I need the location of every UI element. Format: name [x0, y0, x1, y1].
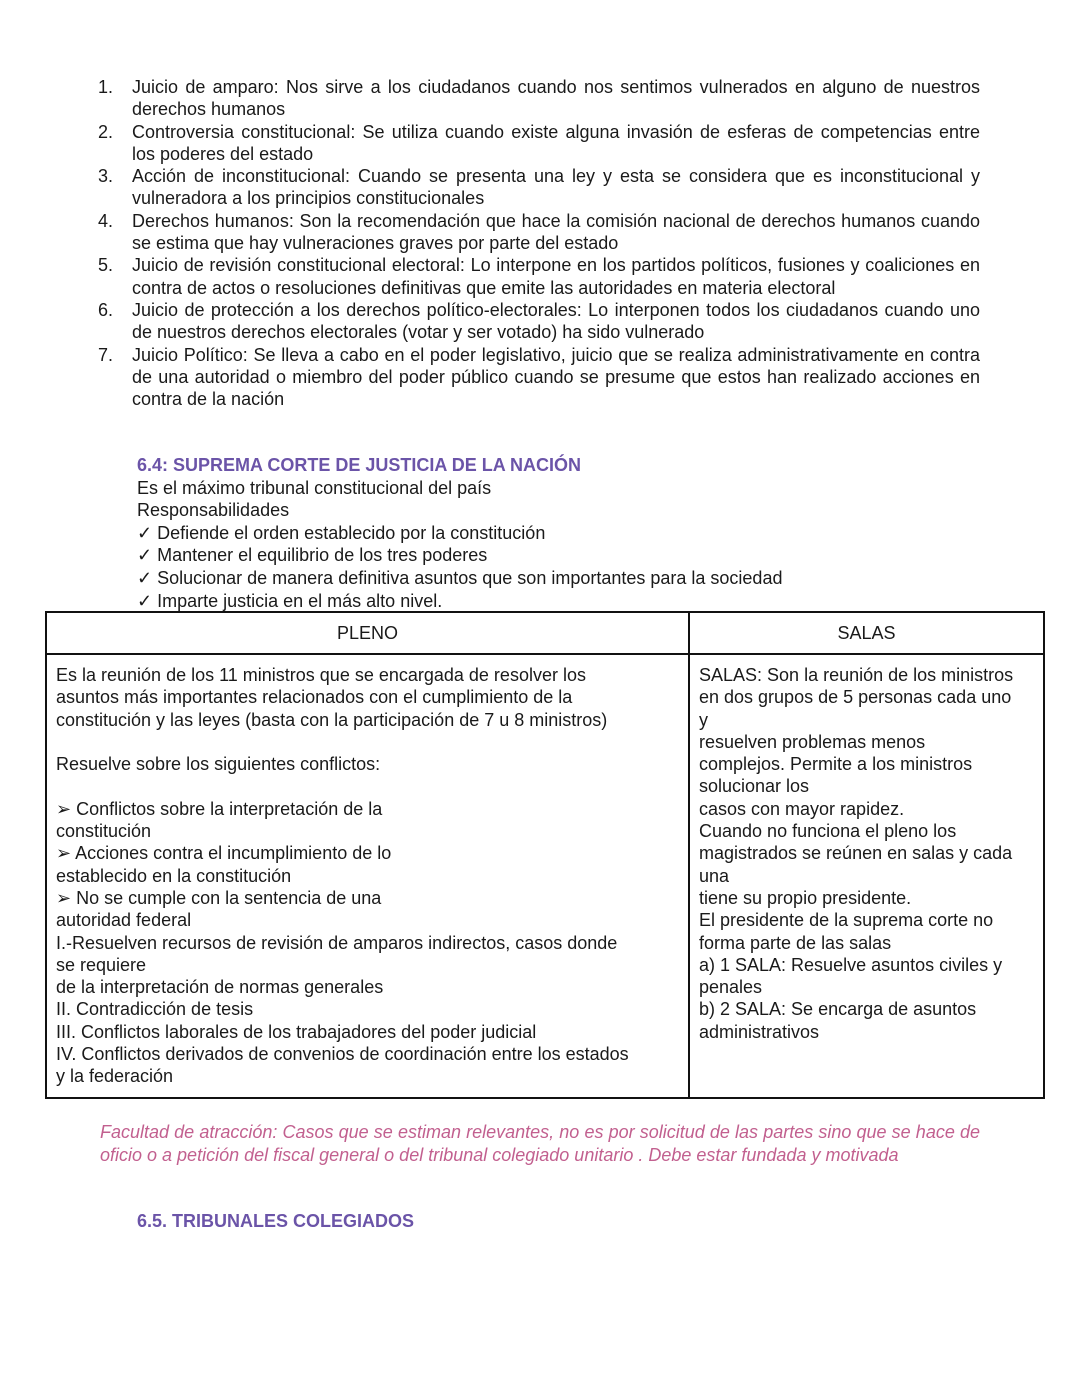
- pleno-cell: [46, 654, 689, 1098]
- salas-line: y: [699, 709, 708, 730]
- list-text: Derechos humanos: Son la recomendación que hace la comisión nacional de derechos humanos cuando se estima que hay vulneraciones graves por parte del estado: [132, 210, 980, 254]
- pleno-line: constitución y las leyes (basta con la participación de 7 u 8 ministros): [56, 709, 608, 730]
- list-item: [98, 121, 980, 166]
- salas-line: una: [699, 865, 730, 886]
- section-intro: Es el máximo tribunal constitucional del país: [137, 477, 492, 498]
- pleno-line: Resuelve sobre los siguientes conflictos:: [56, 754, 381, 775]
- pleno-line: asuntos más importantes relacionados con el cumplimiento de la: [56, 687, 573, 708]
- salas-line: solucionar los: [699, 776, 810, 797]
- list-item: [98, 210, 980, 255]
- list-text: Juicio de protección a los derechos político-electorales: Lo interponen todos los ciudadanos cuando uno de nuestros derechos electorales (votar y ser votado) ha sido vulnerado: [132, 299, 980, 343]
- salas-line: resuelven problemas menos: [699, 731, 926, 752]
- header-pleno: PLENO: [46, 612, 689, 654]
- pleno-salas-table: [45, 611, 1045, 1099]
- header-salas: SALAS: [689, 612, 1044, 654]
- list-number: 6.: [98, 299, 114, 320]
- section-supreme-court: [137, 454, 997, 612]
- check-item: ✓ Solucionar de manera definitiva asuntos que son importantes para la sociedad: [137, 567, 783, 588]
- list-item: [98, 254, 980, 299]
- list-item: [98, 344, 980, 411]
- list-number: 2.: [98, 121, 114, 142]
- pleno-line: Es la reunión de los 11 ministros que se encargada de resolver los: [56, 665, 586, 685]
- salas-line: en dos grupos de 5 personas cada uno: [699, 687, 1012, 708]
- list-item: [98, 76, 980, 121]
- pleno-line: [56, 775, 680, 797]
- salas-line: tiene su propio presidente.: [699, 887, 912, 908]
- pleno-line: [56, 731, 680, 753]
- salas-line: El presidente de la suprema corte no: [699, 910, 994, 931]
- list-number: 5.: [98, 255, 114, 276]
- salas-line: SALAS: Son la reunión de los ministros: [699, 665, 1014, 685]
- pleno-line: constitución: [56, 821, 152, 842]
- salas-line: a) 1 SALA: Resuelve asuntos civiles y: [699, 954, 1003, 975]
- salas-cell: [689, 654, 1044, 1098]
- list-text: Controversia constitucional: Se utiliza cuando existe alguna invasión de esferas de competencias entre los poderes del estado: [132, 121, 980, 164]
- pleno-line: se requiere: [56, 954, 147, 975]
- pleno-line: ➢ Acciones contra el incumplimiento de lo: [56, 843, 392, 864]
- pleno-line: I.-Resuelven recursos de revisión de amparos indirectos, casos donde: [56, 932, 618, 953]
- list-item: [98, 299, 980, 344]
- pleno-line: III. Conflictos laborales de los trabajadores del poder judicial: [56, 1021, 537, 1042]
- list-text: Juicio de revisión constitucional electoral: Lo interpone en los partidos políticos, fusiones y coaliciones en contra de actos o resoluciones definitivas que emite las autoridades en materia electoral: [132, 255, 980, 298]
- salas-line: casos con mayor rapidez.: [699, 798, 905, 819]
- pleno-line: de la interpretación de normas generales: [56, 977, 384, 998]
- check-item: ✓ Imparte justicia en el más alto nivel.: [137, 590, 443, 611]
- pleno-line: autoridad federal: [56, 910, 192, 931]
- salas-line: forma parte de las salas: [699, 932, 892, 953]
- salas-line: Cuando no funciona el pleno los: [699, 821, 957, 842]
- section-heading-tribunales: 6.5. TRIBUNALES COLEGIADOS: [137, 1211, 415, 1231]
- list-number: 7.: [98, 344, 114, 365]
- pleno-line: establecido en la constitución: [56, 865, 292, 886]
- pleno-line: IV. Conflictos derivados de convenios de coordinación entre los estados: [56, 1044, 629, 1065]
- list-item: [98, 165, 980, 210]
- salas-line: magistrados se reúnen en salas y cada: [699, 843, 1013, 864]
- list-number: 3.: [98, 166, 114, 187]
- pleno-line: y la federación: [56, 1066, 174, 1087]
- salas-line: penales: [699, 977, 763, 998]
- responsibilities-label: Responsabilidades: [137, 500, 290, 521]
- pleno-line: ➢ Conflictos sobre la interpretación de la: [56, 798, 383, 819]
- list-text: Acción de inconstitucional: Cuando se presenta una ley y esta se considera que es inconstitucional y vulneradora a los principios constitucionales: [132, 166, 980, 209]
- check-item: ✓ Defiende el orden establecido por la constitución: [137, 522, 546, 543]
- list-text: Juicio de amparo: Nos sirve a los ciudadanos cuando nos sentimos vulnerados en alguno de nuestros derechos humanos: [132, 77, 980, 120]
- section-heading: 6.4: SUPREMA CORTE DE JUSTICIA DE LA NACIÓN: [137, 455, 582, 475]
- pleno-line: ➢ No se cumple con la sentencia de una: [56, 887, 382, 908]
- list-number: 4.: [98, 210, 114, 231]
- numbered-list: [98, 76, 980, 410]
- salas-line: b) 2 SALA: Se encarga de asuntos: [699, 999, 977, 1020]
- check-item: ✓ Mantener el equilibrio de los tres poderes: [137, 545, 488, 566]
- pleno-line: II. Contradicción de tesis: [56, 999, 254, 1020]
- salas-line: administrativos: [699, 1021, 820, 1042]
- facultad-atraccion-note: Facultad de atracción: Casos que se estiman relevantes, no es por solicitud de las partes sino que se hace de oficio o a petición del fiscal general o del tribunal colegiado unitario . Debe estar fundada y motivada: [100, 1122, 980, 1165]
- list-number: 1.: [98, 77, 114, 97]
- list-text: Juicio Político: Se lleva a cabo en el poder legislativo, juicio que se realiza administrativamente en contra de una autoridad o miembro del poder público cuando se presume que estos han realizado acciones en contra de la nación: [132, 344, 980, 410]
- salas-line: complejos. Permite a los ministros: [699, 754, 973, 775]
